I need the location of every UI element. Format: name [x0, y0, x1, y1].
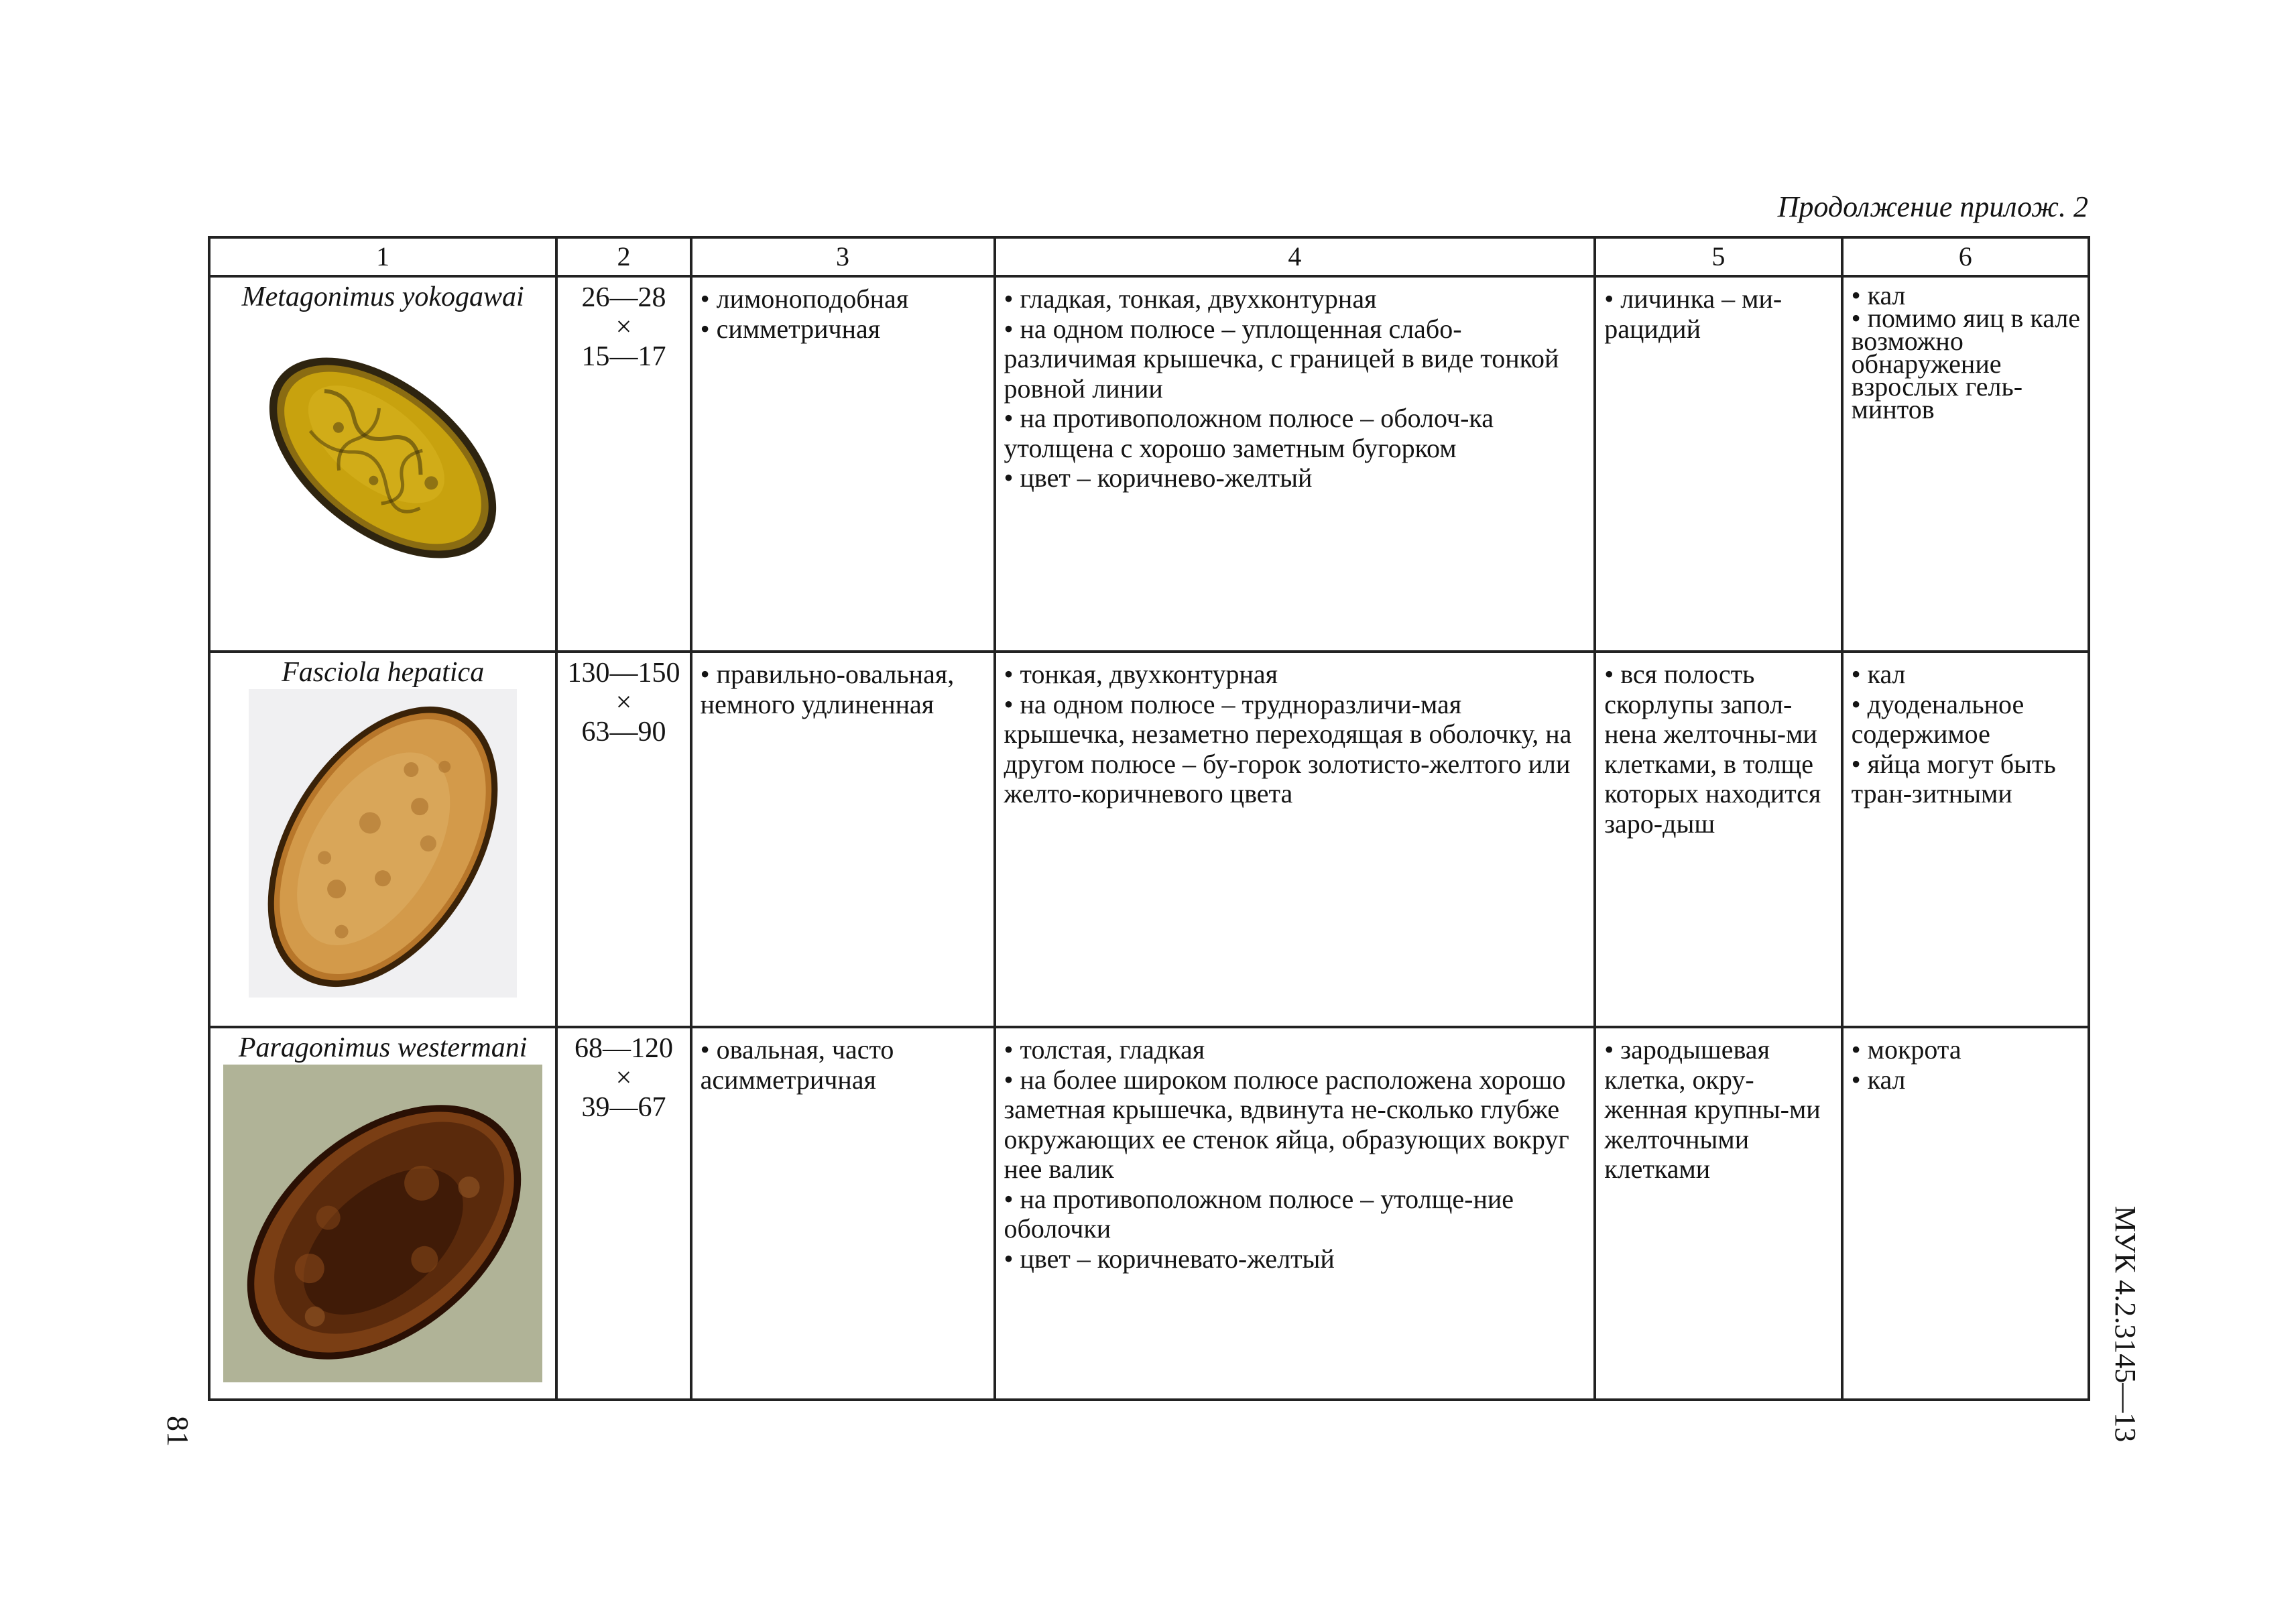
species-cell — [209, 276, 556, 652]
material-cell — [1842, 1027, 2089, 1400]
dimension-times: × — [615, 1063, 632, 1093]
content-cell — [1595, 652, 1841, 1027]
list-item: • на более широком полюсе расположена хорошо заметная крышечка, вдвинута не-сколько глубже окружающих ее стенок яйца, образующих вокруг нее валик — [1004, 1065, 1587, 1185]
list-item: • кал — [1852, 1065, 2081, 1095]
list-item: • вся полость скорлупы запол-нена желточны-ми клетками, в толще которых находится заро-дыш — [1604, 660, 1833, 839]
dimension-width: 15—17 — [581, 341, 666, 372]
document-code: МУК 4.2.3145—13 — [2109, 1205, 2142, 1443]
header-row — [209, 237, 2089, 276]
dimension-length: 130—150 — [567, 658, 680, 688]
column-header: 1 — [209, 237, 556, 276]
shape-cell — [691, 1027, 995, 1400]
list-item: • на одном полюсе – трудноразличи-мая крышечка, незаметно переходящая в оболочку, на другом полюсе – бу-горок золотисто-желтого или желто-коричневого цвета — [1004, 690, 1587, 809]
dimensions-cell — [556, 1027, 690, 1400]
list-item: • симметричная — [701, 314, 987, 345]
list-item: • овальная, часто асимметричная — [701, 1035, 987, 1095]
content-cell — [1595, 276, 1841, 652]
egg-image-metagonimus — [235, 314, 530, 595]
column-header: 3 — [691, 237, 995, 276]
content-cell — [1595, 1027, 1841, 1400]
table-row — [209, 276, 2089, 652]
list-item: • правильно-овальная, немного удлиненная — [701, 660, 987, 719]
egg-image-paragonimus — [223, 1065, 542, 1382]
continuation-note: Продолжение прилож. 2 — [1777, 190, 2088, 223]
dimension-times: × — [615, 687, 632, 718]
column-header: 6 — [1842, 237, 2089, 276]
dimensions-cell — [556, 652, 690, 1027]
dimension-length: 26—28 — [581, 282, 666, 313]
list-item: • помимо яиц в кале возможно обнаружение взрослых гель-минтов — [1852, 307, 2081, 421]
list-item: • лимоноподобная — [701, 284, 987, 314]
list-item: • мокрота — [1852, 1035, 2081, 1065]
species-name: Fasciola hepatica — [282, 657, 485, 688]
egg-image-fasciola — [249, 689, 517, 998]
list-item: • личинка – ми-рацидий — [1604, 284, 1833, 344]
list-item: • на одном полюсе – уплощенная слабо-различимая крышечка, с границей в виде тонкой ровной линии — [1004, 314, 1587, 404]
list-item: • зародышевая клетка, окру-женная крупны-ми желточными клетками — [1604, 1035, 1833, 1185]
shell-cell — [995, 1027, 1595, 1400]
dimension-width: 39—67 — [581, 1092, 666, 1123]
list-item: • на противоположном полюсе – оболоч-ка утолщена с хорошо заметным бугорком — [1004, 404, 1587, 463]
dimension-width: 63—90 — [581, 717, 666, 747]
table-row — [209, 652, 2089, 1027]
column-header: 5 — [1595, 237, 1841, 276]
list-item: • толстая, гладкая — [1004, 1035, 1587, 1065]
list-item: • кал — [1852, 284, 2081, 307]
list-item: • тонкая, двухконтурная — [1004, 660, 1587, 690]
material-cell — [1842, 652, 2089, 1027]
column-header: 4 — [995, 237, 1595, 276]
species-cell — [209, 652, 556, 1027]
list-item: • кал — [1852, 660, 2081, 690]
helminth-eggs-table — [208, 236, 2090, 1401]
list-item: • на противоположном полюсе – утолще-ние оболочки — [1004, 1185, 1587, 1244]
dimension-length: 68—120 — [574, 1033, 673, 1064]
list-item: • цвет – коричневато-желтый — [1004, 1244, 1587, 1274]
dimensions-cell — [556, 276, 690, 652]
table-row — [209, 1027, 2089, 1400]
shell-cell — [995, 276, 1595, 652]
shell-cell — [995, 652, 1595, 1027]
shape-cell — [691, 652, 995, 1027]
material-cell — [1842, 276, 2089, 652]
column-header: 2 — [556, 237, 690, 276]
shape-cell — [691, 276, 995, 652]
species-name: Paragonimus westermani — [238, 1032, 528, 1063]
list-item: • яйца могут быть тран-зитными — [1852, 749, 2081, 809]
list-item: • дуоденальное содержимое — [1852, 690, 2081, 749]
dimension-times: × — [615, 312, 632, 343]
species-name: Metagonimus yokogawai — [241, 282, 524, 312]
list-item: • гладкая, тонкая, двухконтурная — [1004, 284, 1587, 314]
page-number: 81 — [161, 1416, 195, 1447]
list-item: • цвет – коричнево-желтый — [1004, 463, 1587, 493]
species-cell — [209, 1027, 556, 1400]
